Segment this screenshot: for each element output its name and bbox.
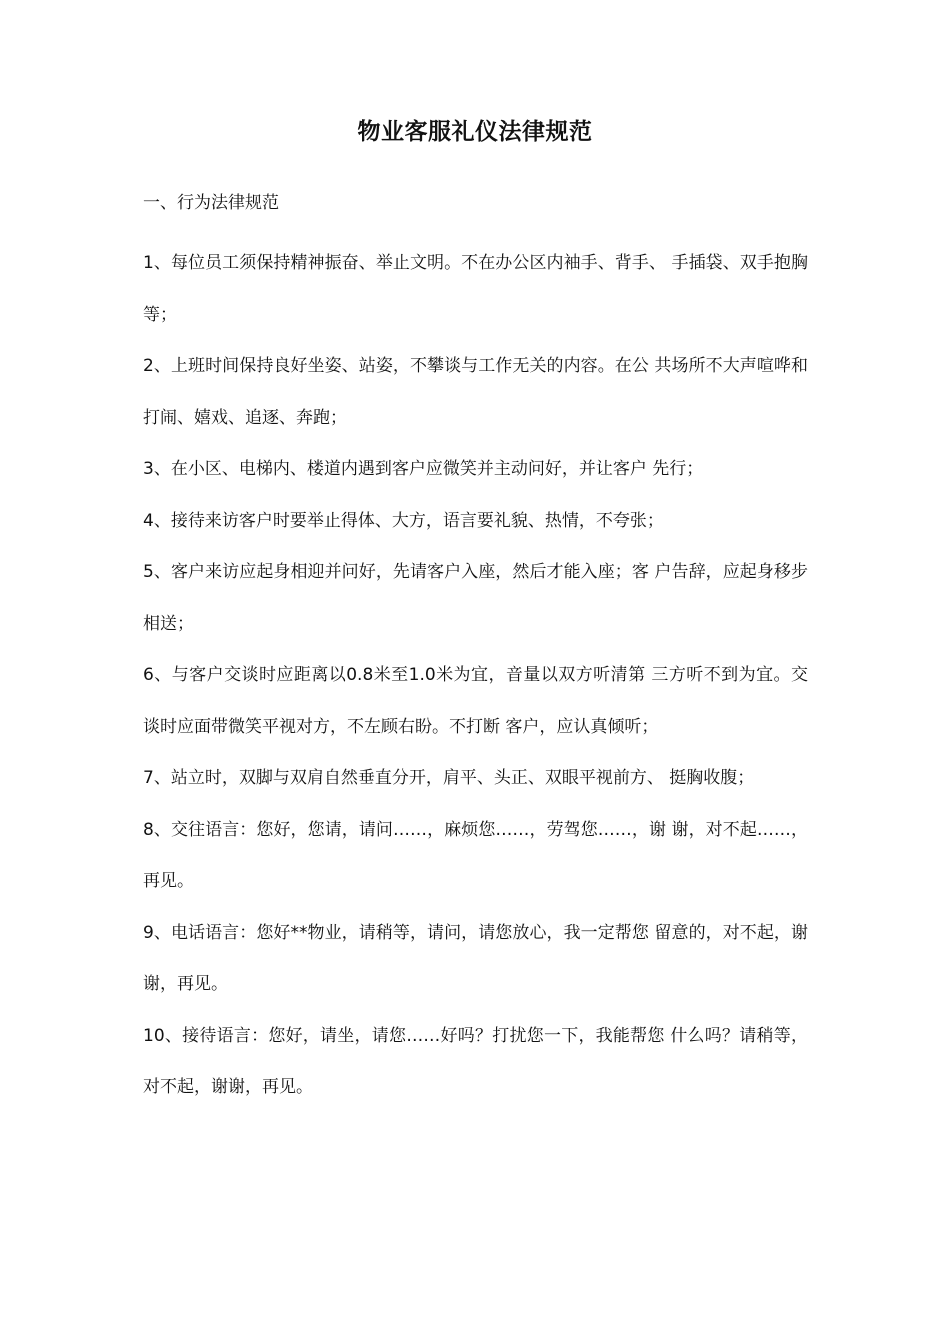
page-title: 物业客服礼仪法律规范	[357, 119, 593, 145]
rule-item-2: 2、上班时间保持良好坐姿、站姿，不攀谈与工作无关的内容。在公 共场所不大声喧哗和打闹、嬉戏、追逐、奔跑；	[143, 356, 808, 428]
rule-item-3: 3、在小区、电梯内、楼道内遇到客户应微笑并主动问好，并让客户 先行；	[143, 459, 704, 479]
rule-item-6: 6、与客户交谈时应距离以0.8米至1.0米为宜，音量以双方听清第 三方听不到为宜。交谈时应面带微笑平视对方，不左顾右盼。不打断 客户，应认真倾听；	[143, 665, 808, 737]
rule-item-9: 9、电话语言：您好**物业，请稍等，请问，请您放心，我一定帮您 留意的，对不起，谢谢，再见。	[143, 922, 808, 994]
rule-item-10: 10、接待语言：您好，请坐，请您……好吗？打扰您一下，我能帮您 什么吗？请稍等，对不起，谢谢，再见。	[143, 1025, 808, 1097]
rule-item-4: 4、接待来访客户时要举止得体、大方，语言要礼貌、热情，不夸张；	[143, 510, 664, 531]
rule-item-1: 1、每位员工须保持精神振奋、举止文明。不在办公区内袖手、背手、 手插袋、双手抱胸等；	[143, 253, 808, 325]
rule-item-8: 8、交往语言：您好，您请，请问……，麻烦您……，劳驾您……，谢 谢，对不起……，再见。	[143, 819, 808, 891]
section-heading: 一、行为法律规范	[143, 193, 279, 213]
rule-item-5: 5、客户来访应起身相迎并问好，先请客户入座，然后才能入座；客 户告辞，应起身移步相送；	[143, 562, 808, 634]
rule-list	[143, 238, 808, 1114]
rule-item-7: 7、站立时，双脚与双肩自然垂直分开，肩平、头正、双眼平视前方、 挺胸收腹；	[143, 768, 755, 788]
